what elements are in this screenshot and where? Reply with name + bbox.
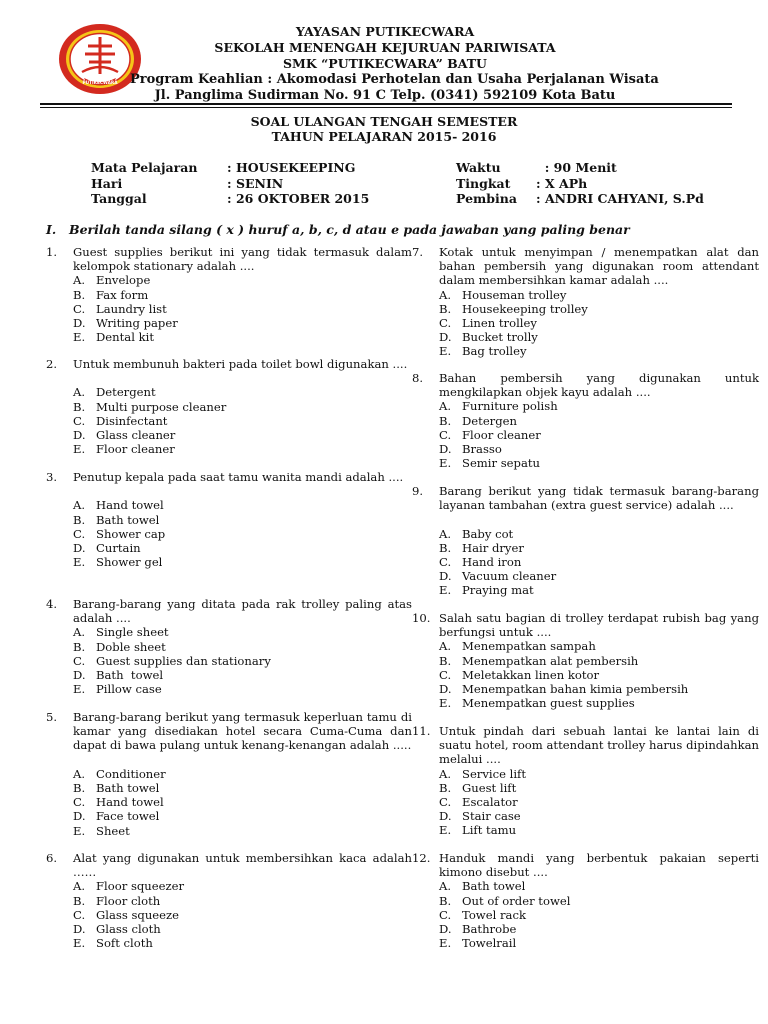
option-text: Brasso	[462, 442, 502, 456]
answer-option[interactable]	[73, 414, 226, 428]
question-number: 1.	[46, 245, 58, 259]
option-text: Shower gel	[96, 555, 163, 570]
option-letter: C.	[73, 795, 86, 810]
option-text: Doble sheet	[96, 639, 166, 654]
option-text: Single sheet	[96, 625, 169, 640]
answer-option[interactable]	[439, 569, 556, 583]
answer-option[interactable]	[439, 639, 688, 653]
option-letter: A.	[73, 273, 86, 288]
answer-option[interactable]	[73, 894, 184, 908]
question-number: 5.	[46, 710, 58, 724]
option-letter: B.	[439, 893, 452, 908]
option-text: Praying mat	[462, 583, 534, 598]
option-letter: E.	[73, 330, 86, 345]
answer-options	[73, 385, 226, 456]
option-letter: D.	[439, 442, 452, 456]
option-letter: E.	[73, 442, 86, 457]
answer-options	[73, 273, 178, 344]
info-value: : 90 Menit	[536, 160, 617, 175]
option-text: Menempatkan sampah	[462, 639, 596, 654]
option-text: Detergen	[462, 413, 517, 428]
answer-option[interactable]	[73, 527, 165, 541]
question-text: Penutup kepala pada saat tamu wanita mandi adalah ....	[73, 470, 404, 484]
question-text: Untuk membunuh bakteri pada toilet bowl digunakan ....	[73, 357, 408, 371]
answer-option[interactable]	[439, 795, 526, 809]
option-letter: C.	[73, 301, 86, 316]
answer-option[interactable]	[73, 795, 166, 809]
answer-option[interactable]	[439, 541, 556, 555]
option-text: Menempatkan bahan kimia pembersih	[462, 682, 689, 696]
option-text: Baby cot	[462, 526, 514, 541]
option-letter: A.	[439, 766, 452, 781]
info-value: : SENIN	[227, 175, 284, 191]
option-letter: A.	[73, 385, 86, 400]
option-text: Housekeeping trolley	[462, 301, 588, 316]
option-text: Soft cloth	[96, 936, 153, 951]
option-letter: A.	[439, 639, 452, 654]
option-text: Glass squeeze	[96, 907, 179, 922]
school-type: SEKOLAH MENENGAH KEJURUAN PARIWISATA	[214, 40, 556, 55]
program-line: Program Keahlian : Akomodasi Perhotelan dan Usaha Perjalanan Wisata	[130, 72, 659, 87]
option-letter: E.	[439, 583, 452, 598]
answer-option[interactable]	[73, 555, 165, 569]
option-letter: C.	[439, 795, 452, 809]
info-row-subject	[91, 160, 369, 176]
answer-option[interactable]	[73, 682, 271, 696]
option-text: Guest lift	[462, 780, 517, 795]
option-letter: E.	[439, 936, 452, 951]
answer-option[interactable]	[439, 809, 526, 823]
option-letter: B.	[439, 653, 452, 668]
question-number: 9.	[412, 484, 424, 498]
answer-option[interactable]	[73, 640, 271, 654]
answer-option[interactable]	[439, 316, 588, 330]
option-letter: B.	[439, 413, 452, 428]
info-label: Pembina	[456, 191, 517, 206]
option-text: Bath towel	[462, 879, 526, 894]
option-text: Writing paper	[96, 316, 178, 330]
option-text: Menempatkan guest supplies	[462, 696, 635, 711]
option-letter: D.	[73, 668, 86, 682]
option-letter: C.	[439, 555, 452, 569]
info-row-date	[91, 191, 369, 207]
option-letter: B.	[439, 780, 452, 795]
option-text: Detergent	[96, 385, 156, 400]
answer-option[interactable]	[73, 654, 271, 668]
answer-option[interactable]	[439, 879, 570, 893]
option-text: Floor cleaner	[462, 427, 541, 442]
section-number: I.	[46, 222, 57, 237]
option-letter: C.	[439, 667, 452, 682]
answer-option[interactable]	[73, 668, 271, 682]
option-letter: D.	[439, 682, 452, 696]
answer-option[interactable]	[73, 400, 226, 414]
question-text: Barang berikut yang tidak termasuk barang-barang layanan tambahan (extra guest service) adalah ....	[439, 484, 759, 513]
option-letter: C.	[439, 427, 452, 442]
answer-option[interactable]	[439, 442, 558, 456]
exam-title-line2: TAHUN PELAJARAN 2015- 2016	[271, 129, 497, 144]
answer-option[interactable]	[439, 767, 526, 781]
option-letter: A.	[439, 399, 452, 414]
answer-options	[73, 625, 271, 696]
answer-options	[439, 288, 588, 359]
header-divider-thin	[40, 107, 732, 108]
header-divider	[40, 103, 732, 105]
option-letter: B.	[73, 893, 86, 908]
foundation-name: YAYASAN PUTIKECWARA	[295, 24, 475, 39]
option-text: Towel rack	[462, 907, 526, 922]
answer-option[interactable]	[439, 781, 526, 795]
exam-info-left	[91, 160, 369, 207]
school-name: SMK “PUTIKECWARA” BATU	[283, 56, 487, 71]
answer-option[interactable]	[73, 316, 178, 330]
option-letter: E.	[73, 936, 86, 951]
option-letter: D.	[73, 809, 86, 824]
option-letter: C.	[73, 413, 86, 428]
question-text: Untuk pindah dari sebuah lantai ke lantai lain di suatu hotel, room attendant trolley harus dipindahkan melalui ....	[439, 724, 759, 767]
answer-option[interactable]	[73, 936, 184, 950]
answer-option[interactable]	[73, 908, 184, 922]
option-letter: A.	[439, 526, 452, 541]
option-letter: B.	[73, 287, 86, 302]
question-text: Barang-barang yang ditata pada rak trolley paling atas adalah ....	[73, 597, 412, 626]
option-text: Bath towel	[96, 668, 164, 682]
option-letter: B.	[73, 399, 86, 414]
answer-options	[439, 767, 526, 838]
option-letter: E.	[439, 344, 452, 359]
question-text: Alat yang digunakan untuk membersihkan kaca adalah ……	[73, 851, 412, 880]
option-text: Hand iron	[462, 555, 522, 569]
answer-option[interactable]	[73, 330, 178, 344]
answer-option[interactable]	[439, 908, 570, 922]
question-number: 8.	[412, 371, 424, 385]
option-letter: D.	[439, 569, 452, 584]
answer-options	[73, 879, 184, 950]
address-line: Jl. Panglima Sudirman No. 91 C Telp. (0341) 592109 Kota Batu	[154, 88, 616, 103]
answer-options	[73, 498, 165, 569]
option-text: Lift tamu	[462, 823, 517, 838]
option-letter: E.	[73, 823, 86, 838]
info-row-day	[91, 176, 369, 192]
option-letter: A.	[439, 879, 452, 894]
answer-option[interactable]	[73, 498, 165, 512]
info-row-time	[456, 160, 704, 176]
option-text: Floor squeezer	[96, 879, 185, 894]
question-number: 10.	[412, 611, 431, 625]
info-value: : 26 OKTOBER 2015	[227, 191, 370, 206]
option-letter: C.	[73, 907, 86, 922]
option-letter: E.	[439, 696, 452, 711]
option-text: Sheet	[96, 823, 130, 838]
info-label: Tingkat	[456, 175, 511, 191]
option-text: Towelrail	[462, 936, 517, 951]
option-text: Hand towel	[96, 795, 164, 810]
option-text: Meletakkan linen kotor	[462, 667, 600, 682]
answer-option[interactable]	[439, 414, 558, 428]
option-text: Bath towel	[96, 512, 160, 527]
letterhead	[130, 24, 659, 104]
option-text: Furniture polish	[462, 399, 558, 414]
option-text: Bathrobe	[462, 922, 517, 936]
option-text: Fax form	[96, 287, 149, 302]
option-text: Floor cleaner	[96, 442, 175, 457]
option-text: Bucket trolly	[462, 330, 538, 345]
question-text: Kotak untuk menyimpan / menempatkan alat dan bahan pembersih yang digunakan room attendant dalam membersihkan kamar adalah ....	[439, 245, 759, 288]
option-letter: D.	[439, 922, 452, 936]
option-text: Glass cleaner	[96, 428, 176, 442]
option-text: Disinfectant	[96, 413, 168, 428]
option-text: Hair dryer	[462, 540, 524, 555]
option-letter: E.	[73, 555, 86, 570]
answer-option[interactable]	[73, 879, 184, 893]
answer-option[interactable]	[73, 302, 178, 316]
info-value: : HOUSEKEEPING	[227, 160, 356, 175]
answer-option[interactable]	[73, 385, 226, 399]
answer-option[interactable]	[439, 555, 556, 569]
answer-option[interactable]	[73, 922, 184, 936]
answer-option[interactable]	[439, 288, 588, 302]
svg-text:PUTIKECWARA: PUTIKECWARA	[82, 81, 118, 86]
option-text: Dental kit	[96, 330, 154, 345]
answer-option[interactable]	[439, 399, 558, 413]
answer-option[interactable]	[439, 527, 556, 541]
question-number: 12.	[412, 851, 431, 865]
answer-option[interactable]	[73, 442, 226, 456]
option-text: Guest supplies dan stationary	[96, 653, 271, 668]
answer-options	[439, 879, 570, 950]
option-text: Conditioner	[96, 766, 166, 781]
option-letter: B.	[73, 639, 86, 654]
answer-options	[439, 399, 558, 470]
option-text: Stair case	[462, 809, 521, 824]
info-value: : ANDRI CAHYANI, S.Pd	[536, 191, 704, 206]
option-text: Face towel	[96, 809, 160, 824]
question-number: 11.	[412, 724, 431, 738]
option-letter: D.	[73, 316, 86, 330]
answer-option[interactable]	[73, 767, 166, 781]
option-text: Floor cloth	[96, 893, 161, 908]
answer-option[interactable]	[439, 330, 588, 344]
option-letter: D.	[439, 330, 452, 345]
answer-option[interactable]	[439, 668, 688, 682]
answer-option[interactable]	[439, 302, 588, 316]
option-letter: A.	[73, 766, 86, 781]
option-text: Bath towel	[96, 781, 160, 795]
option-text: Houseman trolley	[462, 287, 567, 302]
option-letter: C.	[73, 653, 86, 668]
option-text: Bag trolley	[462, 344, 527, 359]
answer-option[interactable]	[439, 936, 570, 950]
info-row-teacher	[456, 191, 704, 207]
answer-option[interactable]	[439, 823, 526, 837]
answer-option[interactable]	[439, 428, 558, 442]
option-text: Shower cap	[96, 526, 166, 541]
option-letter: C.	[439, 907, 452, 922]
question-number: 7.	[412, 245, 424, 259]
answer-option[interactable]	[73, 288, 178, 302]
option-text: Multi purpose cleaner	[96, 399, 227, 414]
option-letter: A.	[73, 879, 86, 894]
option-text: Out of order towel	[462, 893, 571, 908]
answer-options	[439, 527, 556, 598]
answer-option[interactable]	[73, 809, 166, 823]
answer-option[interactable]	[439, 583, 556, 597]
answer-option[interactable]	[73, 781, 166, 795]
question-number: 4.	[46, 597, 58, 611]
answer-option[interactable]	[439, 682, 688, 696]
answer-option[interactable]	[73, 824, 166, 838]
exam-title-line1: SOAL ULANGAN TENGAH SEMESTER	[250, 114, 518, 129]
answer-option[interactable]	[439, 922, 570, 936]
option-letter: C.	[73, 526, 86, 541]
option-letter: D.	[73, 428, 86, 442]
option-letter: B.	[439, 540, 452, 555]
option-letter: E.	[73, 682, 86, 697]
question-number: 2.	[46, 357, 58, 371]
option-letter: E.	[439, 823, 452, 838]
question-text: Handuk mandi yang berbentuk pakaian seperti kimono disebut ....	[439, 851, 759, 880]
option-letter: A.	[73, 498, 86, 513]
option-text: Laundry list	[96, 301, 167, 316]
option-letter: E.	[439, 456, 452, 471]
option-text: Glass cloth	[96, 922, 161, 936]
answer-option[interactable]	[73, 625, 271, 639]
question-text: Guest supplies berikut ini yang tidak termasuk dalam kelompok stationary adalah ....	[73, 245, 412, 274]
option-letter: A.	[439, 287, 452, 302]
option-text: Service lift	[462, 766, 527, 781]
option-letter: D.	[439, 809, 452, 824]
question-text: Barang-barang berikut yang termasuk keperluan tamu di kamar yang disediakan hotel secara Cuma-Cuma dan dapat di bawa pulang untuk kenang-kenangan adalah .....	[73, 710, 412, 753]
option-letter: B.	[439, 301, 452, 316]
question-number: 6.	[46, 851, 58, 865]
answer-option[interactable]	[439, 456, 558, 470]
option-text: Menempatkan alat pembersih	[462, 653, 639, 668]
option-text: Curtain	[96, 541, 141, 555]
info-row-grade	[456, 176, 704, 192]
section-instruction	[46, 222, 746, 237]
answer-option[interactable]	[439, 654, 688, 668]
answer-option[interactable]	[73, 428, 226, 442]
question-text: Bahan pembersih yang digunakan untuk mengkilapkan objek kayu adalah ....	[439, 371, 759, 400]
answer-option[interactable]	[73, 513, 165, 527]
option-text: Vacuum cleaner	[462, 569, 557, 584]
answer-option[interactable]	[73, 273, 178, 287]
info-value: : X APh	[536, 175, 588, 191]
option-letter: D.	[73, 541, 86, 555]
option-text: Envelope	[96, 273, 151, 288]
answer-options	[439, 639, 688, 710]
info-label: Mata Pelajaran	[91, 160, 198, 175]
option-text: Linen trolley	[462, 316, 537, 330]
question-text: Salah satu bagian di trolley terdapat rubish bag yang berfungsi untuk ....	[439, 611, 759, 640]
exam-title	[0, 114, 768, 144]
exam-info-right	[456, 160, 704, 207]
option-letter: D.	[73, 922, 86, 936]
option-text: Semir sepatu	[462, 456, 541, 471]
option-text: Hand towel	[96, 498, 164, 513]
option-letter: C.	[439, 316, 452, 330]
info-label: Tanggal	[91, 191, 147, 206]
question-number: 3.	[46, 470, 58, 484]
option-letter: A.	[73, 625, 86, 640]
answer-option[interactable]	[73, 541, 165, 555]
info-label: Waktu	[456, 160, 501, 175]
answer-option[interactable]	[439, 344, 588, 358]
info-label: Hari	[91, 175, 123, 191]
option-text: Escalator	[462, 795, 518, 809]
answer-option[interactable]	[439, 696, 688, 710]
answer-option[interactable]	[439, 894, 570, 908]
option-text: Pillow case	[96, 682, 162, 697]
option-letter: B.	[73, 512, 86, 527]
option-letter: B.	[73, 781, 86, 795]
answer-options	[73, 767, 166, 838]
instruction-text: Berilah tanda silang ( x ) huruf a, b, c, d atau e pada jawaban yang paling benar	[69, 222, 630, 237]
